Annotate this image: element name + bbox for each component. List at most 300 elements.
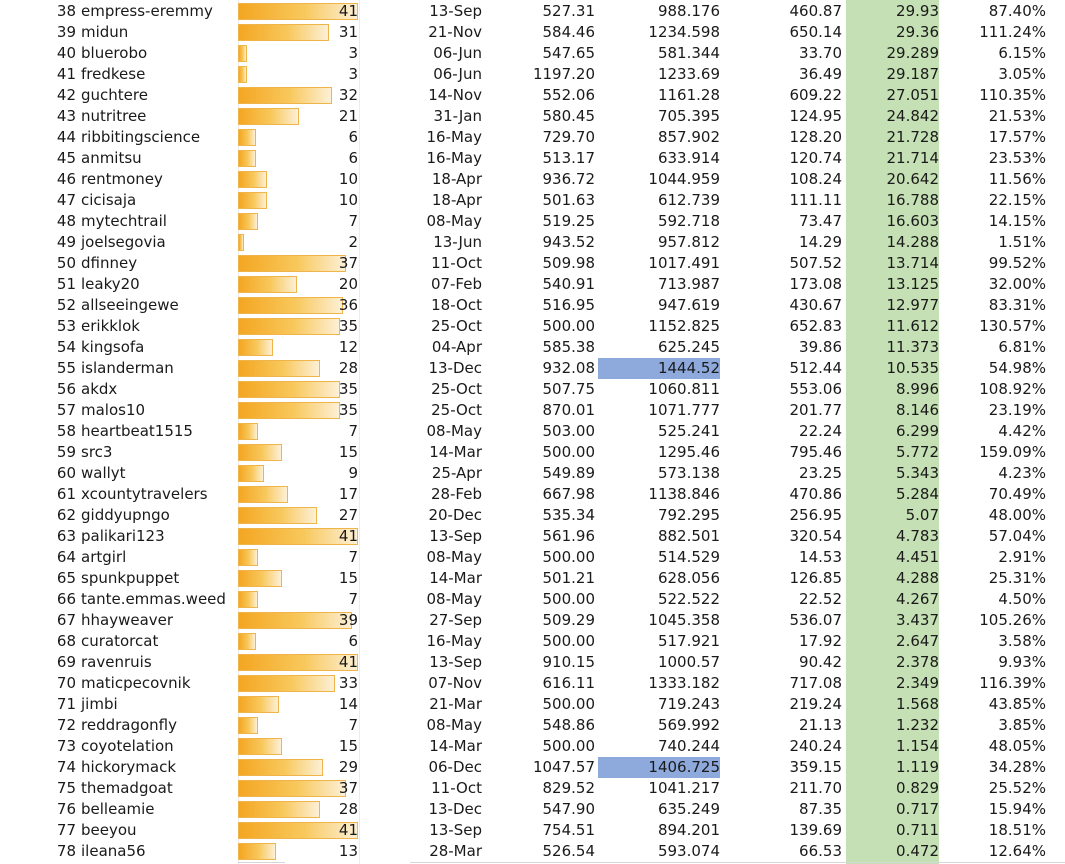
value-a-cell[interactable]: 535.34 [542,506,595,524]
bar-value-cell[interactable]: 35 [338,401,358,419]
bar-value-cell[interactable]: 36 [338,296,358,314]
value-b-cell[interactable]: 628.056 [657,569,720,587]
name-cell[interactable]: jimbi [81,695,118,713]
value-c-cell[interactable]: 111.11 [789,191,842,209]
percent-cell[interactable]: 4.23% [998,464,1046,482]
date-cell[interactable]: 08-May [426,716,482,734]
value-c-cell[interactable]: 717.08 [789,674,842,692]
value-d-cell[interactable]: 2.647 [896,632,939,650]
percent-cell[interactable]: 23.19% [988,401,1046,419]
value-c-cell[interactable]: 33.70 [799,44,842,62]
percent-cell[interactable]: 3.85% [998,716,1046,734]
percent-cell[interactable]: 21.53% [988,107,1046,125]
value-a-cell[interactable]: 516.95 [542,296,595,314]
value-d-cell[interactable]: 5.07 [905,506,939,524]
value-c-cell[interactable]: 320.54 [789,527,842,545]
date-cell[interactable]: 18-Apr [431,191,482,209]
bar-value-cell[interactable]: 14 [338,695,358,713]
bar-value-cell[interactable]: 7 [348,590,358,608]
bar-value-cell[interactable]: 10 [338,170,358,188]
value-b-cell[interactable]: 882.501 [657,527,720,545]
value-d-cell[interactable]: 1.119 [896,758,939,776]
value-a-cell[interactable]: 547.90 [542,800,595,818]
rank-cell[interactable]: 58 [56,422,76,440]
value-d-cell[interactable]: 12.977 [886,296,939,314]
value-a-cell[interactable]: 501.63 [542,191,595,209]
name-cell[interactable]: anmitsu [81,149,142,167]
value-c-cell[interactable]: 173.08 [789,275,842,293]
bar-value-cell[interactable]: 21 [338,107,358,125]
name-cell[interactable]: palikari123 [81,527,165,545]
value-c-cell[interactable]: 359.15 [789,758,842,776]
value-b-cell[interactable]: 1000.57 [657,653,720,671]
bar-value-cell[interactable]: 15 [338,737,358,755]
value-c-cell[interactable]: 124.95 [789,107,842,125]
name-cell[interactable]: erikklok [81,317,140,335]
value-c-cell[interactable]: 21.13 [799,716,842,734]
date-cell[interactable]: 13-Sep [429,653,482,671]
value-d-cell[interactable]: 4.267 [896,590,939,608]
value-a-cell[interactable]: 561.96 [542,527,595,545]
value-c-cell[interactable]: 553.06 [789,380,842,398]
name-cell[interactable]: fredkese [81,65,146,83]
value-b-cell[interactable]: 988.176 [657,2,720,20]
name-cell[interactable]: hhayweaver [81,611,174,629]
value-b-cell[interactable]: 581.344 [657,44,720,62]
name-cell[interactable]: belleamie [81,800,155,818]
value-c-cell[interactable]: 211.70 [789,779,842,797]
value-c-cell[interactable]: 201.77 [789,401,842,419]
value-a-cell[interactable]: 513.17 [542,149,595,167]
date-cell[interactable]: 08-May [426,590,482,608]
value-b-cell[interactable]: 1152.825 [648,317,720,335]
date-cell[interactable]: 18-Apr [431,170,482,188]
value-c-cell[interactable]: 139.69 [789,821,842,839]
name-cell[interactable]: kingsofa [81,338,145,356]
rank-cell[interactable]: 69 [56,653,76,671]
value-b-cell[interactable]: 1161.28 [657,86,720,104]
value-c-cell[interactable]: 536.07 [789,611,842,629]
value-d-cell[interactable]: 11.373 [886,338,939,356]
value-d-cell[interactable]: 13.714 [886,254,939,272]
date-cell[interactable]: 13-Dec [428,800,482,818]
name-cell[interactable]: giddyupngo [81,506,170,524]
rank-cell[interactable]: 60 [56,464,76,482]
date-cell[interactable]: 13-Dec [428,359,482,377]
bar-value-cell[interactable]: 6 [348,632,358,650]
value-a-cell[interactable]: 829.52 [542,779,595,797]
value-d-cell[interactable]: 16.788 [886,191,939,209]
date-cell[interactable]: 08-May [426,212,482,230]
date-cell[interactable]: 06-Jun [433,44,482,62]
name-cell[interactable]: xcountytravelers [81,485,208,503]
value-a-cell[interactable]: 943.52 [542,233,595,251]
percent-cell[interactable]: 25.31% [988,569,1046,587]
date-cell[interactable]: 25-Oct [431,401,482,419]
date-cell[interactable]: 13-Sep [429,527,482,545]
name-cell[interactable]: malos10 [81,401,146,419]
value-d-cell[interactable]: 2.378 [896,653,939,671]
date-cell[interactable]: 06-Dec [428,758,482,776]
date-cell[interactable]: 28-Mar [429,842,482,860]
percent-cell[interactable]: 43.85% [988,695,1046,713]
value-b-cell[interactable]: 894.201 [657,821,720,839]
value-a-cell[interactable]: 509.29 [542,611,595,629]
date-cell[interactable]: 27-Sep [429,611,482,629]
value-d-cell[interactable]: 0.717 [896,800,939,818]
value-a-cell[interactable]: 501.21 [542,569,595,587]
name-cell[interactable]: hickorymack [81,758,177,776]
value-b-cell[interactable]: 1041.217 [648,779,720,797]
value-b-cell[interactable]: 573.138 [657,464,720,482]
rank-cell[interactable]: 44 [56,128,76,146]
date-cell[interactable]: 25-Oct [431,380,482,398]
percent-cell[interactable]: 130.57% [979,317,1046,335]
value-b-cell[interactable]: 1060.811 [648,380,720,398]
value-d-cell[interactable]: 4.288 [896,569,939,587]
value-c-cell[interactable]: 460.87 [789,2,842,20]
rank-cell[interactable]: 78 [56,842,76,860]
percent-cell[interactable]: 25.52% [988,779,1046,797]
bar-value-cell[interactable]: 35 [338,317,358,335]
date-cell[interactable]: 28-Feb [430,485,482,503]
value-d-cell[interactable]: 1.568 [896,695,939,713]
name-cell[interactable]: leaky20 [81,275,140,293]
value-c-cell[interactable]: 87.35 [799,800,842,818]
percent-cell[interactable]: 12.64% [988,842,1046,860]
value-a-cell[interactable]: 509.98 [542,254,595,272]
value-b-cell[interactable]: 635.249 [657,800,720,818]
value-a-cell[interactable]: 507.75 [542,380,595,398]
date-cell[interactable]: 13-Sep [429,2,482,20]
rank-cell[interactable]: 53 [56,317,76,335]
value-c-cell[interactable]: 240.24 [789,737,842,755]
rank-cell[interactable]: 65 [56,569,76,587]
bar-value-cell[interactable]: 9 [348,464,358,482]
name-cell[interactable]: src3 [81,443,113,461]
value-a-cell[interactable]: 1047.57 [532,758,595,776]
date-cell[interactable]: 25-Oct [431,317,482,335]
value-b-cell[interactable]: 1017.491 [648,254,720,272]
percent-cell[interactable]: 108.92% [979,380,1046,398]
value-d-cell[interactable]: 1.232 [896,716,939,734]
value-a-cell[interactable]: 500.00 [542,443,595,461]
percent-cell[interactable]: 105.26% [979,611,1046,629]
date-cell[interactable]: 11-Oct [431,779,482,797]
bar-value-cell[interactable]: 15 [338,569,358,587]
percent-cell[interactable]: 1.51% [998,233,1046,251]
date-cell[interactable]: 31-Jan [433,107,482,125]
date-cell[interactable]: 14-Nov [428,86,482,104]
name-cell[interactable]: ileana56 [81,842,146,860]
value-b-cell[interactable]: 792.295 [657,506,720,524]
date-cell[interactable]: 04-Apr [431,338,482,356]
name-cell[interactable]: themadgoat [81,779,173,797]
date-cell[interactable]: 14-Mar [429,737,482,755]
value-c-cell[interactable]: 39.86 [799,338,842,356]
bar-value-cell[interactable]: 35 [338,380,358,398]
value-d-cell[interactable]: 0.711 [896,821,939,839]
percent-cell[interactable]: 2.91% [998,548,1046,566]
name-cell[interactable]: ribbitingscience [81,128,201,146]
bar-value-cell[interactable]: 6 [348,149,358,167]
name-cell[interactable]: artgirl [81,548,127,566]
bar-value-cell[interactable]: 32 [338,86,358,104]
rank-cell[interactable]: 71 [56,695,76,713]
value-c-cell[interactable]: 108.24 [789,170,842,188]
percent-cell[interactable]: 4.42% [998,422,1046,440]
percent-cell[interactable]: 116.39% [979,674,1046,692]
value-b-cell[interactable]: 633.914 [657,149,720,167]
rank-cell[interactable]: 47 [56,191,76,209]
name-cell[interactable]: heartbeat1515 [81,422,193,440]
percent-cell[interactable]: 17.57% [988,128,1046,146]
value-d-cell[interactable]: 29.36 [896,23,939,41]
value-c-cell[interactable]: 219.24 [789,695,842,713]
name-cell[interactable]: bluerobo [81,44,148,62]
bar-value-cell[interactable]: 41 [338,2,358,20]
rank-cell[interactable]: 50 [56,254,76,272]
name-cell[interactable]: joelsegovia [81,233,166,251]
value-d-cell[interactable]: 16.603 [886,212,939,230]
percent-cell[interactable]: 6.15% [998,44,1046,62]
value-a-cell[interactable]: 585.38 [542,338,595,356]
value-a-cell[interactable]: 552.06 [542,86,595,104]
value-b-cell[interactable]: 1071.777 [648,401,720,419]
name-cell[interactable]: midun [81,23,129,41]
value-d-cell[interactable]: 0.472 [896,842,939,860]
rank-cell[interactable]: 51 [56,275,76,293]
value-d-cell[interactable]: 29.289 [886,44,939,62]
percent-cell[interactable]: 99.52% [988,254,1046,272]
value-c-cell[interactable]: 507.52 [789,254,842,272]
value-b-cell[interactable]: 947.619 [657,296,720,314]
value-a-cell[interactable]: 549.89 [542,464,595,482]
value-d-cell[interactable]: 27.051 [886,86,939,104]
name-cell[interactable]: cicisaja [81,191,137,209]
bar-value-cell[interactable]: 6 [348,128,358,146]
name-cell[interactable]: dfinney [81,254,138,272]
name-cell[interactable]: coyotelation [81,737,174,755]
value-d-cell[interactable]: 13.125 [886,275,939,293]
date-cell[interactable]: 16-May [426,149,482,167]
name-cell[interactable]: beeyou [81,821,137,839]
rank-cell[interactable]: 61 [56,485,76,503]
date-cell[interactable]: 13-Sep [429,821,482,839]
name-cell[interactable]: guchtere [81,86,148,104]
name-cell[interactable]: ravenruis [81,653,152,671]
rank-cell[interactable]: 67 [56,611,76,629]
name-cell[interactable]: reddragonfly [81,716,177,734]
value-c-cell[interactable]: 14.29 [799,233,842,251]
date-cell[interactable]: 13-Jun [433,233,482,251]
rank-cell[interactable]: 38 [56,2,76,20]
percent-cell[interactable]: 3.58% [998,632,1046,650]
percent-cell[interactable]: 15.94% [988,800,1046,818]
value-b-cell[interactable]: 625.245 [657,338,720,356]
value-a-cell[interactable]: 527.31 [542,2,595,20]
value-b-cell[interactable]: 612.739 [657,191,720,209]
value-b-cell[interactable]: 719.243 [657,695,720,713]
value-b-cell[interactable]: 1295.46 [657,443,720,461]
value-d-cell[interactable]: 5.343 [896,464,939,482]
name-cell[interactable]: rentmoney [81,170,163,188]
date-cell[interactable]: 21-Nov [428,23,482,41]
value-d-cell[interactable]: 11.612 [886,317,939,335]
rank-cell[interactable]: 56 [56,380,76,398]
percent-cell[interactable]: 48.00% [988,506,1046,524]
percent-cell[interactable]: 18.51% [988,821,1046,839]
name-cell[interactable]: spunkpuppet [81,569,180,587]
value-c-cell[interactable]: 22.52 [799,590,842,608]
rank-cell[interactable]: 68 [56,632,76,650]
value-b-cell[interactable]: 1406.725 [598,757,720,778]
value-c-cell[interactable]: 66.53 [799,842,842,860]
value-b-cell[interactable]: 1138.846 [648,485,720,503]
percent-cell[interactable]: 70.49% [988,485,1046,503]
value-b-cell[interactable]: 593.074 [657,842,720,860]
bar-value-cell[interactable]: 7 [348,422,358,440]
value-c-cell[interactable]: 36.49 [799,65,842,83]
value-c-cell[interactable]: 73.47 [799,212,842,230]
rank-cell[interactable]: 42 [56,86,76,104]
rank-cell[interactable]: 39 [56,23,76,41]
rank-cell[interactable]: 70 [56,674,76,692]
rank-cell[interactable]: 62 [56,506,76,524]
rank-cell[interactable]: 41 [56,65,76,83]
value-b-cell[interactable]: 592.718 [657,212,720,230]
value-a-cell[interactable]: 580.45 [542,107,595,125]
bar-value-cell[interactable]: 15 [338,443,358,461]
value-d-cell[interactable]: 5.772 [896,443,939,461]
percent-cell[interactable]: 159.09% [979,443,1046,461]
bar-value-cell[interactable]: 31 [338,23,358,41]
percent-cell[interactable]: 3.05% [998,65,1046,83]
date-cell[interactable]: 16-May [426,632,482,650]
date-cell[interactable]: 08-May [426,422,482,440]
value-b-cell[interactable]: 1333.182 [648,674,720,692]
bar-value-cell[interactable]: 7 [348,716,358,734]
rank-cell[interactable]: 72 [56,716,76,734]
rank-cell[interactable]: 54 [56,338,76,356]
value-d-cell[interactable]: 2.349 [896,674,939,692]
value-c-cell[interactable]: 126.85 [789,569,842,587]
bar-value-cell[interactable]: 37 [338,254,358,272]
value-d-cell[interactable]: 0.829 [896,779,939,797]
value-b-cell[interactable]: 857.902 [657,128,720,146]
percent-cell[interactable]: 34.28% [988,758,1046,776]
name-cell[interactable]: wallyt [81,464,126,482]
value-a-cell[interactable]: 500.00 [542,590,595,608]
date-cell[interactable]: 06-Jun [433,65,482,83]
bar-value-cell[interactable]: 17 [338,485,358,503]
value-c-cell[interactable]: 470.86 [789,485,842,503]
value-c-cell[interactable]: 90.42 [799,653,842,671]
value-c-cell[interactable]: 609.22 [789,86,842,104]
value-d-cell[interactable]: 5.284 [896,485,939,503]
name-cell[interactable]: akdx [81,380,118,398]
value-b-cell[interactable]: 1444.52 [598,358,720,379]
bar-value-cell[interactable]: 7 [348,212,358,230]
name-cell[interactable]: allseeingewe [81,296,179,314]
rank-cell[interactable]: 48 [56,212,76,230]
bar-value-cell[interactable]: 7 [348,548,358,566]
value-c-cell[interactable]: 795.46 [789,443,842,461]
value-a-cell[interactable]: 910.15 [542,653,595,671]
rank-cell[interactable]: 63 [56,527,76,545]
rank-cell[interactable]: 49 [56,233,76,251]
value-d-cell[interactable]: 21.728 [886,128,939,146]
rank-cell[interactable]: 73 [56,737,76,755]
bar-value-cell[interactable]: 27 [338,506,358,524]
rank-cell[interactable]: 45 [56,149,76,167]
bar-value-cell[interactable]: 41 [338,653,358,671]
date-cell[interactable]: 16-May [426,128,482,146]
date-cell[interactable]: 08-May [426,548,482,566]
percent-cell[interactable]: 9.93% [998,653,1046,671]
value-a-cell[interactable]: 729.70 [542,128,595,146]
value-a-cell[interactable]: 932.08 [542,359,595,377]
date-cell[interactable]: 14-Mar [429,569,482,587]
value-c-cell[interactable]: 17.92 [799,632,842,650]
bar-value-cell[interactable]: 28 [338,800,358,818]
value-c-cell[interactable]: 650.14 [789,23,842,41]
rank-cell[interactable]: 40 [56,44,76,62]
value-c-cell[interactable]: 14.53 [799,548,842,566]
date-cell[interactable]: 07-Nov [428,674,482,692]
value-a-cell[interactable]: 936.72 [542,170,595,188]
bar-value-cell[interactable]: 3 [348,44,358,62]
value-a-cell[interactable]: 616.11 [542,674,595,692]
value-d-cell[interactable]: 29.93 [896,2,939,20]
value-a-cell[interactable]: 526.54 [542,842,595,860]
value-c-cell[interactable]: 23.25 [799,464,842,482]
value-a-cell[interactable]: 1197.20 [532,65,595,83]
value-a-cell[interactable]: 547.65 [542,44,595,62]
value-d-cell[interactable]: 4.451 [896,548,939,566]
value-d-cell[interactable]: 20.642 [886,170,939,188]
value-a-cell[interactable]: 754.51 [542,821,595,839]
rank-cell[interactable]: 57 [56,401,76,419]
rank-cell[interactable]: 59 [56,443,76,461]
percent-cell[interactable]: 11.56% [988,170,1046,188]
value-d-cell[interactable]: 29.187 [886,65,939,83]
bar-value-cell[interactable]: 3 [348,65,358,83]
name-cell[interactable]: empress-eremmy [81,2,213,20]
value-a-cell[interactable]: 667.98 [542,485,595,503]
date-cell[interactable]: 21-Mar [429,695,482,713]
value-d-cell[interactable]: 4.783 [896,527,939,545]
rank-cell[interactable]: 77 [56,821,76,839]
bar-value-cell[interactable]: 29 [338,758,358,776]
value-c-cell[interactable]: 652.83 [789,317,842,335]
bar-value-cell[interactable]: 41 [338,527,358,545]
rank-cell[interactable]: 66 [56,590,76,608]
percent-cell[interactable]: 32.00% [988,275,1046,293]
bar-value-cell[interactable]: 13 [338,842,358,860]
percent-cell[interactable]: 22.15% [988,191,1046,209]
percent-cell[interactable]: 83.31% [988,296,1046,314]
value-a-cell[interactable]: 500.00 [542,737,595,755]
bar-value-cell[interactable]: 2 [348,233,358,251]
name-cell[interactable]: mytechtrail [81,212,167,230]
value-d-cell[interactable]: 14.288 [886,233,939,251]
rank-cell[interactable]: 55 [56,359,76,377]
value-c-cell[interactable]: 22.24 [799,422,842,440]
value-c-cell[interactable]: 128.20 [789,128,842,146]
percent-cell[interactable]: 87.40% [988,2,1046,20]
value-b-cell[interactable]: 1234.598 [648,23,720,41]
